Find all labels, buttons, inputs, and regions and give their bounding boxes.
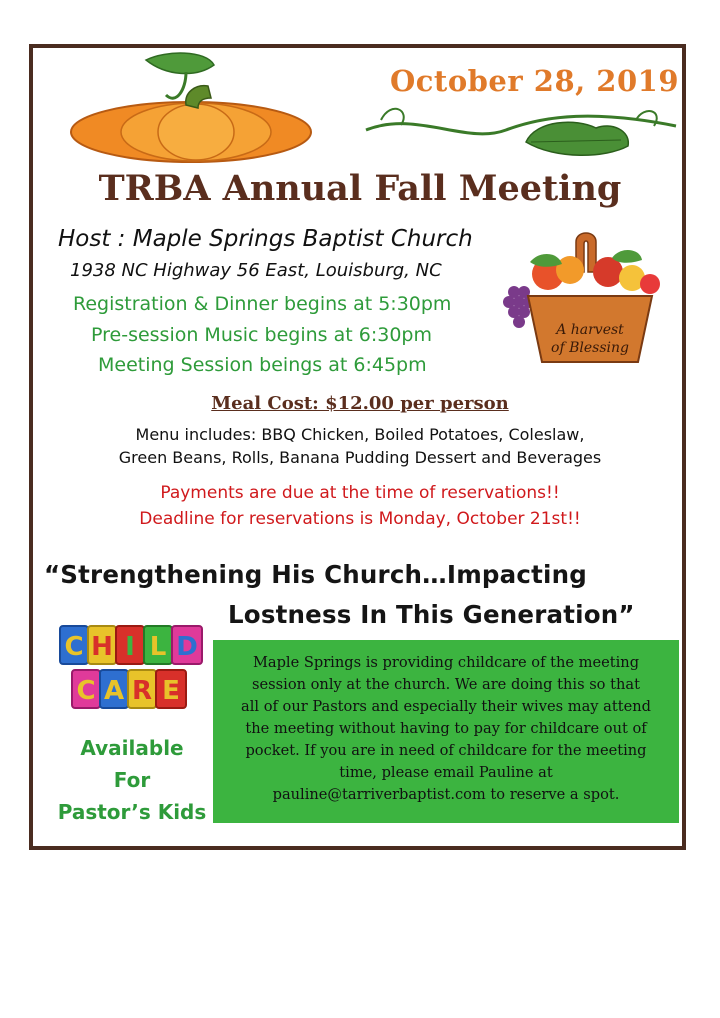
details-line: session only at the church. We are doing this so that (252, 676, 640, 693)
block-letter: A (103, 676, 125, 706)
details-line: all of our Pastors and especially their wives may attend (241, 698, 651, 715)
vine-leaf-icon (526, 122, 628, 155)
schedule-session: Meeting Session beings at 6:45pm (98, 354, 427, 376)
childcare-blocks-icon (58, 622, 208, 722)
contact-email[interactable]: pauline@tarriverbaptist.com to reserve a spot. (272, 786, 620, 803)
details-line: Maple Springs is providing childcare of the meeting (252, 654, 640, 671)
block-letter: E (162, 676, 180, 706)
harvest-basket-icon (500, 232, 680, 367)
meal-cost: Meal Cost: $12.00 per person (211, 393, 509, 414)
schedule-music: Pre-session Music begins at 6:30pm (91, 324, 432, 346)
childcare-caption-1: Available (80, 736, 184, 760)
block-letter: I (125, 632, 135, 662)
schedule-registration: Registration & Dinner begins at 5:30pm (73, 293, 452, 315)
menu-line-2: Green Beans, Rolls, Banana Pudding Dessert and Beverages (118, 448, 602, 467)
childcare-details-box (213, 640, 679, 823)
childcare-details (223, 652, 669, 806)
address-line: 1938 NC Highway 56 East, Louisburg, NC (70, 260, 442, 281)
theme-line-2: Lostness In This Generation” (228, 600, 635, 629)
childcare-caption-2: For (113, 768, 151, 792)
childcare-caption-3: Pastor’s Kids (57, 800, 207, 824)
deadline-notice: Deadline for reservations is Monday, October 21st!! (139, 509, 581, 529)
details-line: time, please email Pauline at (339, 764, 553, 781)
block-letter: R (131, 676, 153, 706)
block-letter: C (64, 632, 84, 662)
details-line: pocket. If you are in need of childcare for the meeting (245, 742, 647, 759)
block-letter: C (76, 676, 96, 706)
page-title: TRBA Annual Fall Meeting (98, 168, 622, 209)
block-letter: H (91, 632, 113, 662)
block-letter: D (176, 632, 198, 662)
payment-notice: Payments are due at the time of reservations!! (160, 483, 560, 503)
basket-label-1: A harvest (556, 322, 624, 338)
host-line: Host : Maple Springs Baptist Church (58, 226, 473, 252)
theme-line-1: “Strengthening His Church…Impacting (44, 560, 588, 589)
basket-label-2: of Blessing (551, 340, 629, 356)
event-date: October 28, 2019 (390, 64, 680, 98)
menu-line-1: Menu includes: BBQ Chicken, Boiled Potatoes, Coleslaw, (135, 425, 585, 444)
menu-text (60, 423, 660, 469)
details-line: the meeting without having to pay for childcare out of (245, 720, 647, 737)
block-letter: L (149, 632, 167, 662)
